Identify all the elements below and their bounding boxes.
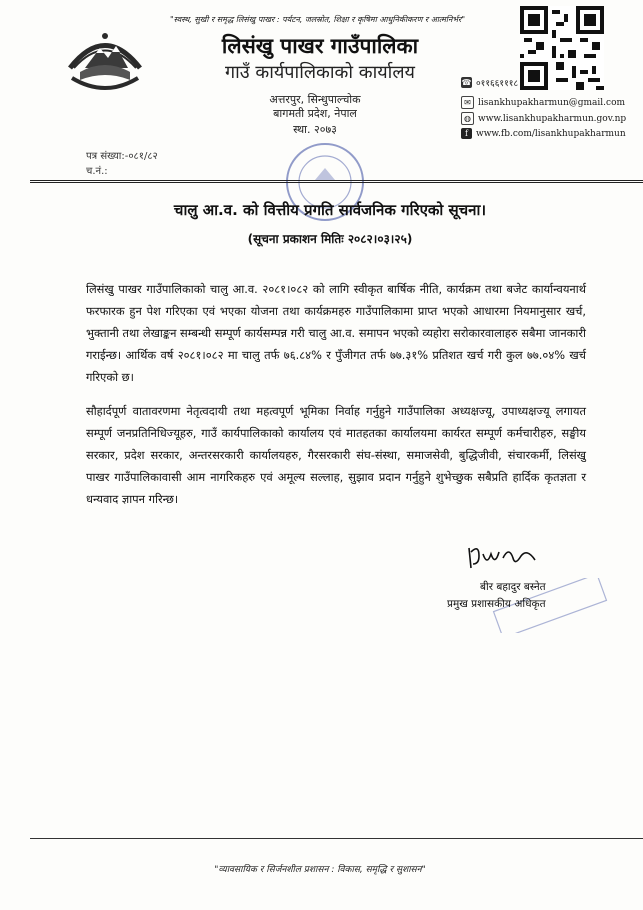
footer-motto: "व्यावसायिक र सिर्जनशील प्रशासन : विकास, समृद्धि र सुशासन" <box>214 865 426 875</box>
email-icon: ✉ <box>461 96 474 109</box>
address-line-1: अत्तरपुर, सिन्धुपाल्चोक <box>269 93 361 106</box>
contact-website <box>461 112 626 125</box>
government-emblem-icon <box>60 28 150 98</box>
signatory-name: बीर बहादुर बस्नेत <box>480 581 546 593</box>
address-line-3: स्था. २०७३ <box>293 123 337 136</box>
website-url[interactable]: www.lisankhupakharmun.gov.np <box>478 113 627 124</box>
header-motto: "स्वस्थ, सुखी र समृद्ध लिसंखु पाखर : पर्यटन, जलस्रोत, शिक्षा र कृषिमा आधुनिकीकरण र आत्मनिर्भर" <box>170 15 466 24</box>
contact-email <box>461 96 625 109</box>
address-line-2: बागमती प्रदेश, नेपाल <box>273 107 357 120</box>
contact-phone <box>461 76 518 89</box>
facebook-icon: f <box>461 128 472 139</box>
facebook-url[interactable]: www.fb.com/lisankhupakharmun <box>476 128 626 139</box>
qr-code-icon <box>520 6 604 90</box>
dispatch-number: च.नं.: <box>86 166 108 177</box>
globe-icon: ◍ <box>461 112 474 125</box>
phone-icon: ☎ <box>461 78 472 87</box>
signature-icon <box>465 540 545 572</box>
notice-paragraph-2: सौहार्दपूर्ण वातावरणमा नेतृत्वदायी तथा महत्वपूर्ण भूमिका निर्वाह गर्नुहुने गाउँपालिका अध्यक्षज्यू, उपाध्यक्षज्यू लगायत सम्पूर्ण जनप्रतिनिधिज्यूहरु, गाउँ कार्यपालिकाको कार्यालय एवं मातहतका कार्यालयमा कार्यरत सम्पूर्ण कर्मचारीहरु, सङ्घीय सरकार, प्रदेश सरकार, अन्तरसरकारी कार्यालयहरु, गैरसरकारी संघ-संस्था, समाजसेवी, बुद्धिजीवी, संचारकर्मी, लिसंखु पाखर गाउँपालिकावासी आम नागरिकहरु एवं अमूल्य सल्लाह, सुझाव प्रदान गर्नुहुने शुभेच्छुक सबैप्रति हार्दिक कृतज्ञता र धन्यवाद ज्ञापन गरिन्छ। <box>86 404 586 506</box>
notice-paragraph-1: लिसंखु पाखर गाउँपालिकाको चालु आ.व. २०८१।०८२ को लागि स्वीकृत बार्षिक नीति, कार्यक्रम तथा बजेट कार्यान्वयनार्थ फरफारक हुन पेश गरिएका एवं भएका योजना तथा कार्यक्रमहरु गाउँपालिकामा प्राप्त भएको आधारमा नियमानुसार खर्च, भुक्तानी तथा लेखाङ्कन सम्बन्धी सम्पूर्ण कार्यसम्पन्न गरी चालु आ.व. समापन भएको व्यहोरा सरोकारवालाहरु सबैमा जानकारी गराईन्छ। आर्थिक वर्ष २०८१।०८२ मा चालु तर्फ ७६.८४% र पुँजीगत तर्फ ७७.३१% प्रतिशत खर्च गरी कुल ७७.०४% खर्च गरिएको छ। <box>86 282 586 384</box>
notice-heading: चालु आ.व. को वित्तीय प्रगति सार्वजनिक गरिएको सूचना। <box>173 201 487 219</box>
notice-publish-date: (सूचना प्रकाशन मितिः २०८२।०३।२५) <box>247 232 413 246</box>
office-subtitle: गाउँ कार्यपालिकाको कार्यालय <box>225 62 415 83</box>
email-address[interactable]: lisankhupakharmun@gmail.com <box>478 97 626 108</box>
contact-facebook <box>461 128 626 139</box>
letter-reference: पत्र संख्या:-०८१/८२ <box>86 151 158 162</box>
footer-divider <box>30 838 643 839</box>
signatory-title: प्रमुख प्रशासकीय अधिकृत <box>447 598 546 610</box>
phone-number: ०११६६१११८ <box>476 79 519 89</box>
office-name: लिसंखु पाखर गाउँपालिका <box>221 34 419 58</box>
header-divider <box>30 180 643 183</box>
